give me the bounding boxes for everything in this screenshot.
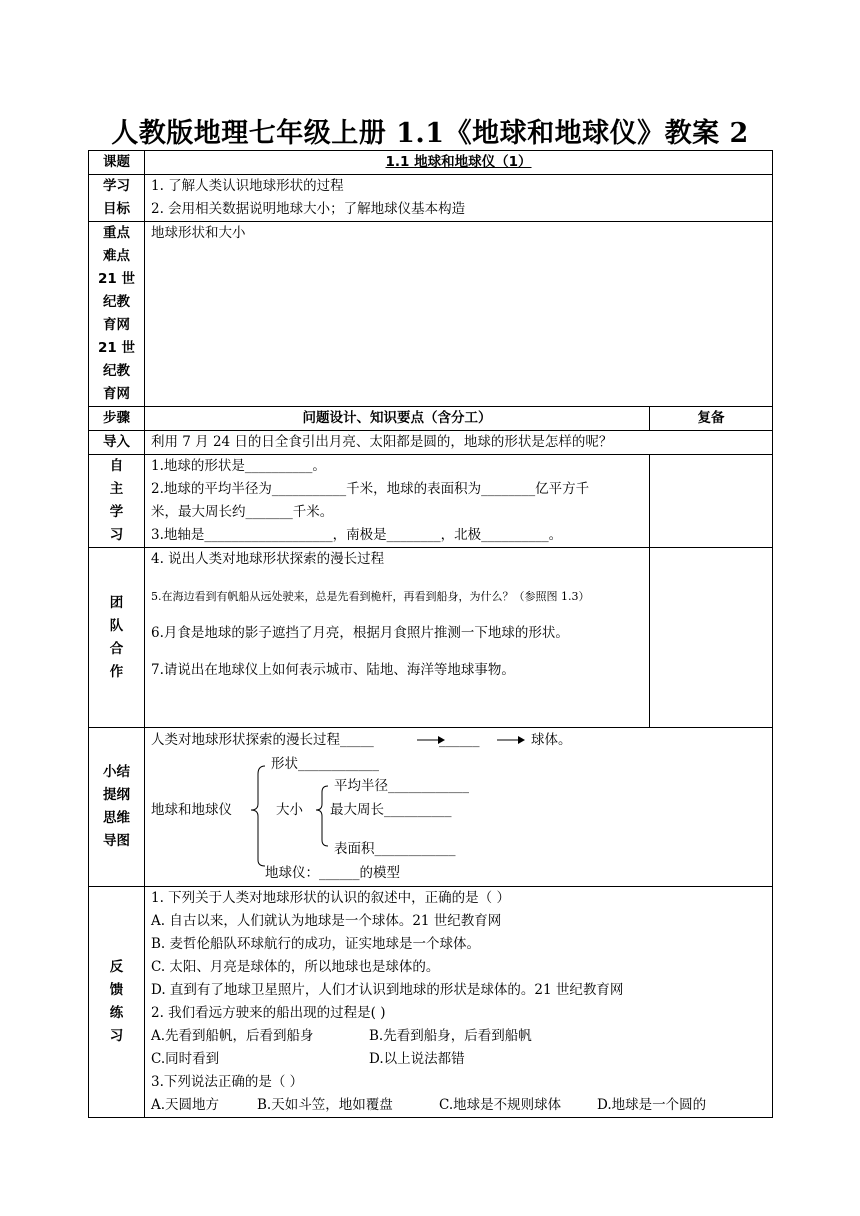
question-line: 6.月食是地球的影子遮挡了月亮，根据月食照片推测一下地球的形状。 <box>151 625 569 641</box>
fill-blank-line: 2.地球的平均半径为___________千米，地球的表面积为________亿平方千 <box>151 481 590 497</box>
key-points-content: 地球形状和大小 <box>145 222 773 407</box>
intro-label: 导入 <box>89 431 145 455</box>
practice-line: 1. 下列关于人类对地球形状的认识的叙述中，正确的是（ ） <box>151 890 510 906</box>
topic-label: 课题 <box>89 151 145 175</box>
topic-value: 1.1 地球和地球仪（1） <box>145 151 773 175</box>
self-study-review <box>650 455 773 548</box>
header-row <box>89 407 773 431</box>
practice-line: B. 麦哲伦船队环球航行的成功，证实地球是一个球体。 <box>151 936 481 952</box>
q3-options-row: A.天圆地方 B.天如斗笠，地如覆盘 C.地球是不规则球体 D.地球是一个圆的 <box>151 1097 707 1113</box>
circumference-node: 最大周长__________ <box>330 802 452 818</box>
question-line: 4. 说出人类对地球形状探索的漫长过程 <box>151 551 385 567</box>
q2-options-row: C.同时看到 D.以上说法都错 <box>151 1051 465 1067</box>
self-study-row <box>89 455 773 548</box>
steps-header: 步骤 <box>89 407 145 431</box>
goal-item: 2. 会用相关数据说明地球大小；了解地球仪基本构造 <box>151 201 466 217</box>
mind-map <box>145 728 773 887</box>
goals-row <box>89 175 773 222</box>
exploration-end: 球体。 <box>531 732 572 748</box>
practice-line: A. 自古以来，人们就认为地球是一个球体。21 世纪教育网 <box>151 913 502 929</box>
globe-node: 地球仪：______的模型 <box>265 865 400 881</box>
document-title: 人教版地理七年级上册 1.1《地球和地球仪》教案 2 <box>111 118 749 149</box>
design-header: 问题设计、知识要点（含分工） <box>145 407 650 431</box>
main-brace-icon <box>251 766 265 866</box>
key-points-row <box>89 222 773 407</box>
summary-row <box>89 728 773 887</box>
topic-row <box>89 151 773 175</box>
exploration-blank: ______ <box>439 732 480 748</box>
q2-options-row: A.先看到船帆，后看到船身 B.先看到船身，后看到船帆 <box>151 1028 532 1044</box>
goal-item: 1. 了解人类认识地球形状的过程 <box>151 178 344 194</box>
goals-label: 学习 目标 <box>89 175 145 222</box>
question-line: 5.在海边看到有帆船从远处驶来，总是先看到桅杆，再看到船身，为什么？（参照图 1.3） <box>151 590 590 603</box>
size-brace-icon <box>316 786 328 846</box>
self-study-content <box>145 455 650 548</box>
practice-content <box>145 887 773 1118</box>
area-node: 表面积____________ <box>334 841 456 857</box>
intro-content: 利用 7 月 24 日的日全食引出月亮、太阳都是圆的，地球的形状是怎样的呢？ <box>145 431 773 455</box>
arrow-2-head <box>518 736 525 744</box>
summary-label: 小结 提纲 思维 导图 <box>89 728 145 887</box>
practice-line: C. 太阳、月亮是球体的，所以地球也是球体的。 <box>151 959 440 975</box>
practice-row <box>89 887 773 1118</box>
intro-row <box>89 431 773 455</box>
review-header: 复备 <box>650 407 773 431</box>
teamwork-review <box>650 548 773 728</box>
fill-blank-line: 1.地球的形状是__________。 <box>151 458 326 474</box>
practice-line: D. 直到有了地球卫星照片，人们才认识到地球的形状是球体的。21 世纪教育网 <box>151 982 624 998</box>
question-line: 7.请说出在地球仪上如何表示城市、陆地、海洋等地球事物。 <box>151 662 515 678</box>
self-study-label: 自 主 学 习 <box>89 455 145 548</box>
root-node: 地球和地球仪 <box>151 802 232 818</box>
practice-line: 3.下列说法正确的是（ ） <box>151 1074 304 1090</box>
practice-label: 反 馈 练 习 <box>89 887 145 1118</box>
teamwork-row <box>89 548 773 728</box>
radius-node: 平均半径____________ <box>334 778 469 794</box>
fill-blank-line: 米，最大周长约_______千米。 <box>151 504 334 520</box>
practice-line: 2. 我们看远方驶来的船出现的过程是( ) <box>151 1005 386 1021</box>
goals-content <box>145 175 773 222</box>
exploration-line: 人类对地球形状探索的漫长过程_____ <box>151 732 374 748</box>
teamwork-content <box>145 548 650 728</box>
shape-node: 形状____________ <box>271 756 379 772</box>
key-points-label: 重点 难点 21 世 纪教 育网 21 世 纪教 育网 <box>89 222 145 407</box>
size-node: 大小 <box>276 802 303 818</box>
teamwork-label: 团 队 合 作 <box>89 548 145 728</box>
lesson-plan-table <box>88 150 773 1118</box>
fill-blank-line: 3.地轴是___________________，南极是________，北极__________。 <box>151 527 563 543</box>
